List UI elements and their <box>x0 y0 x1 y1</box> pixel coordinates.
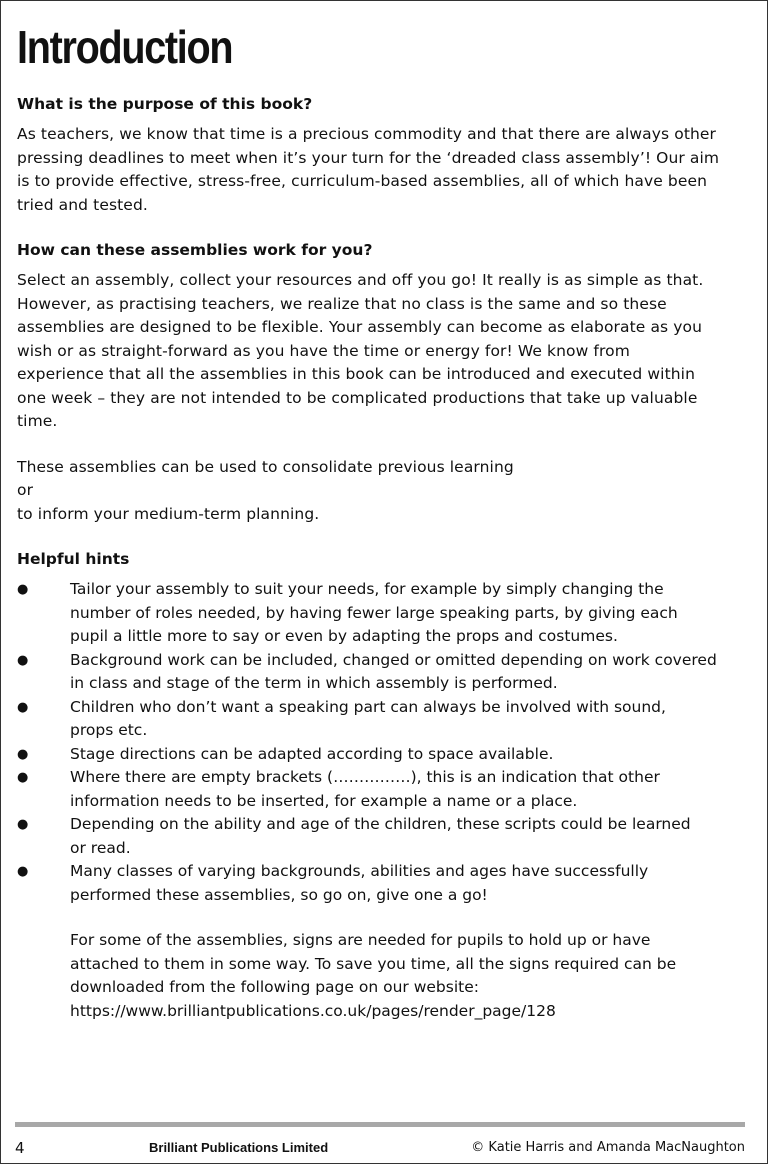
paragraph-line: or <box>17 481 34 499</box>
section-hints <box>17 548 751 1023</box>
paragraph-line: time. <box>17 412 58 430</box>
paragraph-line: to inform your medium-term planning. <box>17 504 320 523</box>
hint-line: Tailor your assembly to suit your needs, for example by simply changing the <box>70 580 664 598</box>
signs-note <box>17 929 751 1023</box>
hint-line: or read. <box>70 838 131 857</box>
hint-line: Many classes of varying backgrounds, abilities and ages have successfully <box>70 862 649 880</box>
usage-text <box>17 456 751 527</box>
note-line: downloaded from the following page on our website: <box>70 978 479 996</box>
page-title: Introduction <box>17 21 233 73</box>
paragraph-line: experience that all the assemblies in this book can be introduced and executed within <box>17 365 695 383</box>
hint-line: props etc. <box>70 721 148 739</box>
bullet-icon: ● <box>17 864 29 879</box>
section-purpose-body <box>17 123 751 217</box>
page-number: 4 <box>15 1139 25 1157</box>
copyright-notice: © Katie Harris and Amanda MacNaughton <box>471 1140 745 1155</box>
paragraph-line: As teachers, we know that time is a precious commodity and that there are always other <box>17 125 717 143</box>
footer-divider <box>15 1122 745 1127</box>
hint-line: information needs to be inserted, for example a name or a place. <box>70 791 578 810</box>
bullet-icon: ● <box>17 582 29 597</box>
section-how-body <box>17 269 751 434</box>
paragraph-line: pressing deadlines to meet when it’s your turn for the ‘dreaded class assembly’! Our aim <box>17 148 720 167</box>
section-how-heading: How can these assemblies work for you? <box>17 241 373 259</box>
publisher-name: Brilliant Publications Limited <box>149 1140 329 1155</box>
section-purpose-heading: What is the purpose of this book? <box>17 95 313 113</box>
note-line: For some of the assemblies, signs are needed for pupils to hold up or have <box>70 931 651 949</box>
list-item <box>17 696 751 743</box>
paragraph-line: assemblies are designed to be flexible. Your assembly can become as elaborate as you <box>17 318 703 336</box>
hint-line: number of roles needed, by having fewer large speaking parts, by giving each <box>70 603 678 622</box>
list-item <box>17 649 751 696</box>
paragraph-line: Select an assembly, collect your resources and off you go! It really is as simple as that. <box>17 271 704 289</box>
page-footer <box>15 1139 745 1159</box>
hint-line: Stage directions can be adapted according to space available. <box>70 744 554 763</box>
hint-line: Where there are empty brackets (……………), this is an indication that other <box>70 768 660 786</box>
paragraph-line: tried and tested. <box>17 195 148 214</box>
section-how <box>17 239 751 526</box>
website-url: https://www.brilliantpublications.co.uk/pages/render_page/128 <box>70 1001 556 1020</box>
paragraph-line: wish or as straight-forward as you have the time or energy for! We know from <box>17 341 630 360</box>
hints-list <box>17 578 751 907</box>
paragraph-line: is to provide effective, stress-free, curriculum-based assemblies, all of which have been <box>17 172 708 190</box>
hint-line: in class and stage of the term in which assembly is performed. <box>70 674 558 692</box>
paragraph-line: one week – they are not intended to be complicated productions that take up valuable <box>17 388 698 407</box>
bullet-icon: ● <box>17 817 29 832</box>
section-purpose <box>17 93 751 217</box>
paragraph-line: However, as practising teachers, we realize that no class is the same and so these <box>17 294 667 313</box>
list-item <box>17 743 751 767</box>
hint-line: Children who don’t want a speaking part can always be involved with sound, <box>70 697 666 716</box>
list-item <box>17 813 751 860</box>
hint-line: pupil a little more to say or even by adapting the props and costumes. <box>70 627 618 645</box>
bullet-icon: ● <box>17 699 29 715</box>
hint-line: Depending on the ability and age of the children, these scripts could be learned <box>70 815 691 833</box>
bullet-icon: ● <box>17 770 29 785</box>
list-item <box>17 766 751 813</box>
hint-line: Background work can be included, changed or omitted depending on work covered <box>70 650 717 669</box>
list-item <box>17 578 751 649</box>
section-hints-heading: Helpful hints <box>17 550 130 568</box>
list-item <box>17 860 751 907</box>
paragraph-line: These assemblies can be used to consolidate previous learning <box>17 457 514 476</box>
hint-line: performed these assemblies, so go on, give one a go! <box>70 885 488 904</box>
note-line: attached to them in some way. To save you time, all the signs required can be <box>70 954 677 973</box>
bullet-icon: ● <box>17 652 29 668</box>
bullet-icon: ● <box>17 746 29 762</box>
